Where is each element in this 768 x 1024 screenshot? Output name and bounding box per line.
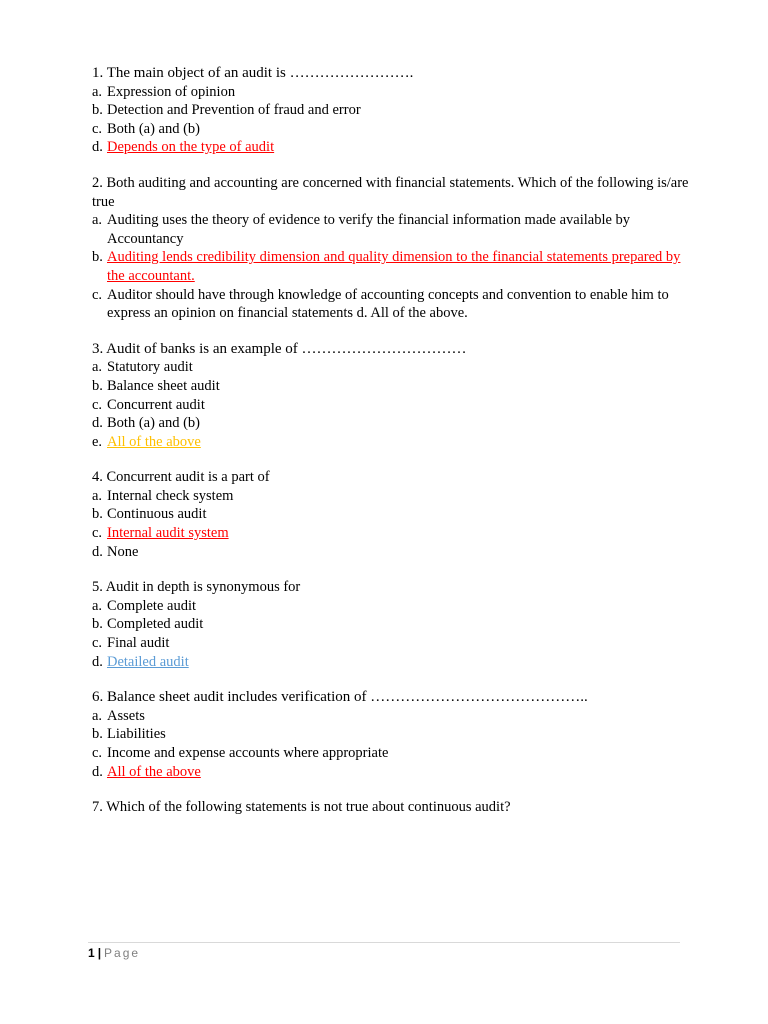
option-text: Balance sheet audit: [107, 377, 220, 394]
option-c: [92, 524, 692, 543]
option-c: [92, 634, 692, 653]
option-text: None: [107, 543, 139, 560]
question-list: [92, 64, 692, 834]
option-text: Complete audit: [107, 597, 196, 614]
option-letter: c.: [92, 286, 103, 303]
option-d: [92, 653, 692, 672]
option-text: Internal check system: [107, 487, 234, 504]
option-a: [92, 597, 692, 616]
option-text: Liabilities: [107, 726, 166, 743]
page-label: [88, 945, 680, 961]
option-text: Continuous audit: [107, 506, 207, 523]
option-text: Auditing uses the theory of evidence to verify the financial information made available by Accountancy: [107, 212, 631, 247]
option-letter: a.: [92, 487, 103, 504]
option-b: [92, 377, 692, 396]
option-e: [92, 433, 692, 452]
question-7: [92, 798, 692, 817]
option-d: [92, 414, 692, 433]
highlighted-answer: All of the above: [107, 763, 201, 780]
page-word: Page: [104, 946, 141, 960]
question-stem: 3. Audit of banks is an example of ……………………………: [92, 340, 467, 357]
question-stem: 1. The main object of an audit is …………………….: [92, 65, 414, 81]
option-letter: d.: [92, 415, 103, 432]
option-d: [92, 543, 692, 562]
question-stem: 5. Audit in depth is synonymous for: [92, 579, 301, 596]
option-letter: b.: [92, 616, 103, 633]
option-letter: b.: [92, 102, 103, 119]
option-letter: b.: [92, 506, 103, 523]
option-a: [92, 707, 692, 726]
option-c: [92, 120, 692, 139]
option-a: [92, 487, 692, 506]
page-footer: [88, 942, 680, 961]
option-letter: a.: [92, 83, 103, 100]
option-text: Concurrent audit: [107, 396, 205, 413]
option-text: Income and expense accounts where appropriate: [107, 745, 389, 761]
highlighted-answer: Detailed audit: [107, 653, 189, 670]
option-letter: b.: [92, 249, 103, 266]
option-text: Detection and Prevention of fraud and error: [107, 102, 361, 119]
question-stem: 6. Balance sheet audit includes verification of ……………………………………..: [92, 689, 588, 706]
option-text: Both (a) and (b): [107, 415, 201, 432]
option-d: [92, 763, 692, 782]
option-b: [92, 101, 692, 120]
option-text: Completed audit: [107, 616, 204, 633]
option-letter: c.: [92, 745, 103, 761]
option-a: [92, 83, 692, 102]
highlighted-answer: Auditing lends credibility dimension and quality dimension to the financial statements prepared by the accountant.: [107, 249, 681, 284]
option-letter: a.: [92, 597, 103, 614]
option-text: Auditor should have through knowledge of accounting concepts and convention to enable him to express an opinion on financial statements d. All of the above.: [107, 286, 669, 322]
question-stem: 4. Concurrent audit is a part of: [92, 469, 270, 486]
option-letter: a.: [92, 212, 103, 229]
highlighted-answer: All of the above: [107, 433, 201, 450]
option-c: [92, 396, 692, 415]
option-c: [92, 744, 692, 763]
option-b: [92, 615, 692, 634]
option-letter: c.: [92, 396, 103, 413]
page-separator: |: [97, 946, 102, 960]
option-b: [92, 248, 692, 285]
question-6: [92, 688, 692, 781]
option-text: Final audit: [107, 635, 170, 652]
option-letter: d.: [92, 763, 103, 780]
question-3: [92, 340, 692, 452]
option-a: [92, 358, 692, 377]
option-text: Expression of opinion: [107, 83, 236, 100]
highlighted-answer: Depends on the type of audit: [107, 139, 275, 156]
question-1: [92, 64, 692, 157]
option-letter: c.: [92, 635, 103, 652]
option-letter: a.: [92, 707, 103, 724]
question-5: [92, 578, 692, 671]
question-stem: 7. Which of the following statements is not true about continuous audit?: [92, 799, 511, 816]
option-letter: d.: [92, 543, 103, 560]
option-text: Both (a) and (b): [107, 120, 201, 137]
option-letter: c.: [92, 525, 103, 542]
option-letter: b.: [92, 726, 103, 743]
question-4: [92, 468, 692, 561]
option-letter: b.: [92, 377, 103, 394]
option-c: [92, 286, 692, 323]
question-2: [92, 174, 692, 323]
option-b: [92, 505, 692, 524]
option-letter: e.: [92, 433, 103, 450]
option-d: [92, 138, 692, 157]
page-number: 1: [88, 946, 95, 960]
option-letter: d.: [92, 653, 103, 670]
question-stem: 2. Both auditing and accounting are concerned with financial statements. Which of the following is/are true: [92, 174, 689, 210]
highlighted-answer: Internal audit system: [107, 525, 229, 542]
option-text: Assets: [107, 707, 145, 724]
option-b: [92, 725, 692, 744]
option-letter: d.: [92, 139, 103, 156]
option-a: [92, 211, 692, 248]
option-letter: c.: [92, 120, 103, 137]
option-text: Statutory audit: [107, 359, 193, 376]
option-letter: a.: [92, 359, 103, 376]
